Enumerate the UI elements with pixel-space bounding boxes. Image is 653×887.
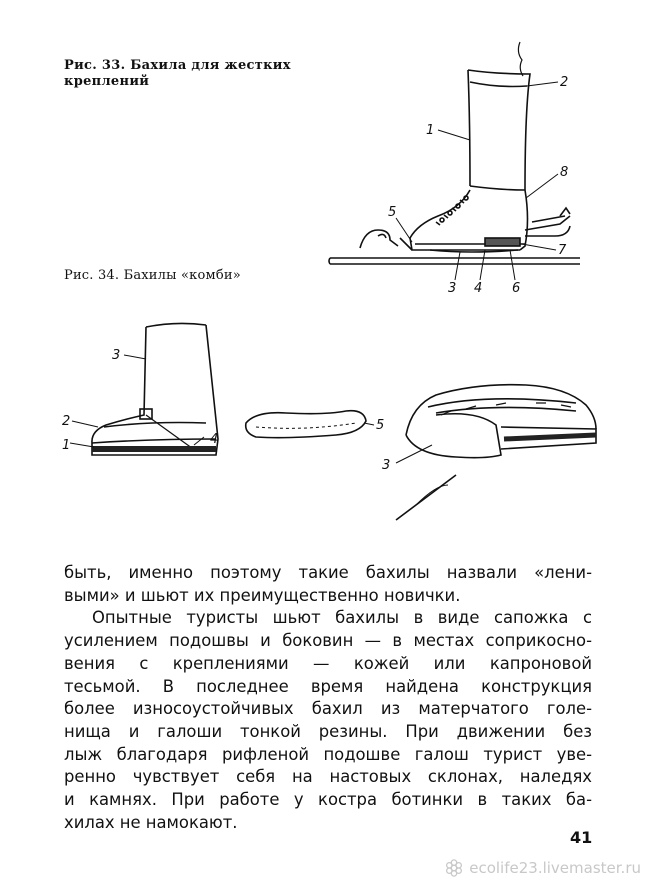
paragraph-1 (64, 562, 592, 585)
fig33-label-2: 2 (560, 75, 569, 90)
paragraph-2 (64, 607, 592, 630)
text-line: и камнях. При работе у костра ботинки в таких ба- (64, 790, 592, 810)
fig33-label-3: 3 (448, 281, 457, 296)
watermark-text: ecolife23.livemaster.ru (469, 859, 641, 877)
fig34-label-3b: 3 (382, 458, 391, 473)
watermark (445, 859, 641, 877)
figure-33-drawing (320, 40, 590, 300)
text-line: Опытные туристы шьют бахилы в виде сапожка с (92, 608, 592, 628)
figure-34-caption-line: Рис. 34. Бахилы «комби» (64, 268, 241, 283)
figure-34-caption (64, 268, 294, 284)
fig33-label-5: 5 (388, 205, 397, 220)
fig33-label-1: 1 (426, 123, 435, 138)
text-line: нища и галоши тонкой резины. При движении без (64, 721, 592, 741)
fig33-label-4: 4 (474, 281, 483, 296)
fig33-label-6: 6 (512, 281, 521, 296)
fig34-label-5: 5 (376, 418, 385, 433)
fig34-label-1: 1 (62, 438, 71, 453)
text-line: усилением подошвы и боковин — в местах соприкосно- (64, 631, 592, 651)
paragraph-2-line (64, 676, 592, 699)
fig33-label-8: 8 (560, 165, 569, 180)
text-line: выми» и шьют их преимущественно новички. (64, 585, 461, 605)
flower-logo-icon (445, 859, 463, 877)
paragraph-2-line (64, 698, 592, 721)
text-line: хилах не намокают. (64, 812, 238, 832)
figure-33-caption-line2: креплений (64, 74, 150, 89)
paragraph-1-end (64, 585, 592, 608)
fig33-label-7: 7 (558, 243, 567, 258)
paragraph-2-line (64, 766, 592, 789)
figure-34-drawing (56, 315, 616, 530)
fig34-label-4: 4 (210, 432, 219, 447)
text-line: тесьмой. В последнее время найдена конструкция (64, 676, 592, 696)
paragraph-2-line (64, 744, 592, 767)
text-line: более износоустойчивых бахил из матерчатого голе- (64, 699, 592, 719)
text-line: вения с креплениями — кожей или капроновой (64, 653, 592, 673)
page-number: 41 (570, 828, 593, 847)
fig34-label-2: 2 (62, 414, 71, 429)
text-line: быть, именно поэтому такие бахилы назвали «лени- (64, 563, 592, 582)
fig34-label-3: 3 (112, 348, 121, 363)
text-line: ренно чувствует себя на настовых склонах, наледях (64, 767, 592, 787)
paragraph-2-line (64, 789, 592, 812)
text-line: лыж благодаря рифленой подошве галош турист уве- (64, 744, 592, 764)
figure-33-caption (64, 58, 324, 90)
paragraph-2-line (64, 653, 592, 676)
body-text (64, 562, 592, 834)
figure-33-caption-line1: Рис. 33. Бахила для жестких (64, 58, 291, 73)
paragraph-2-end (64, 812, 592, 835)
paragraph-2-line (64, 630, 592, 653)
paragraph-2-line (64, 721, 592, 744)
